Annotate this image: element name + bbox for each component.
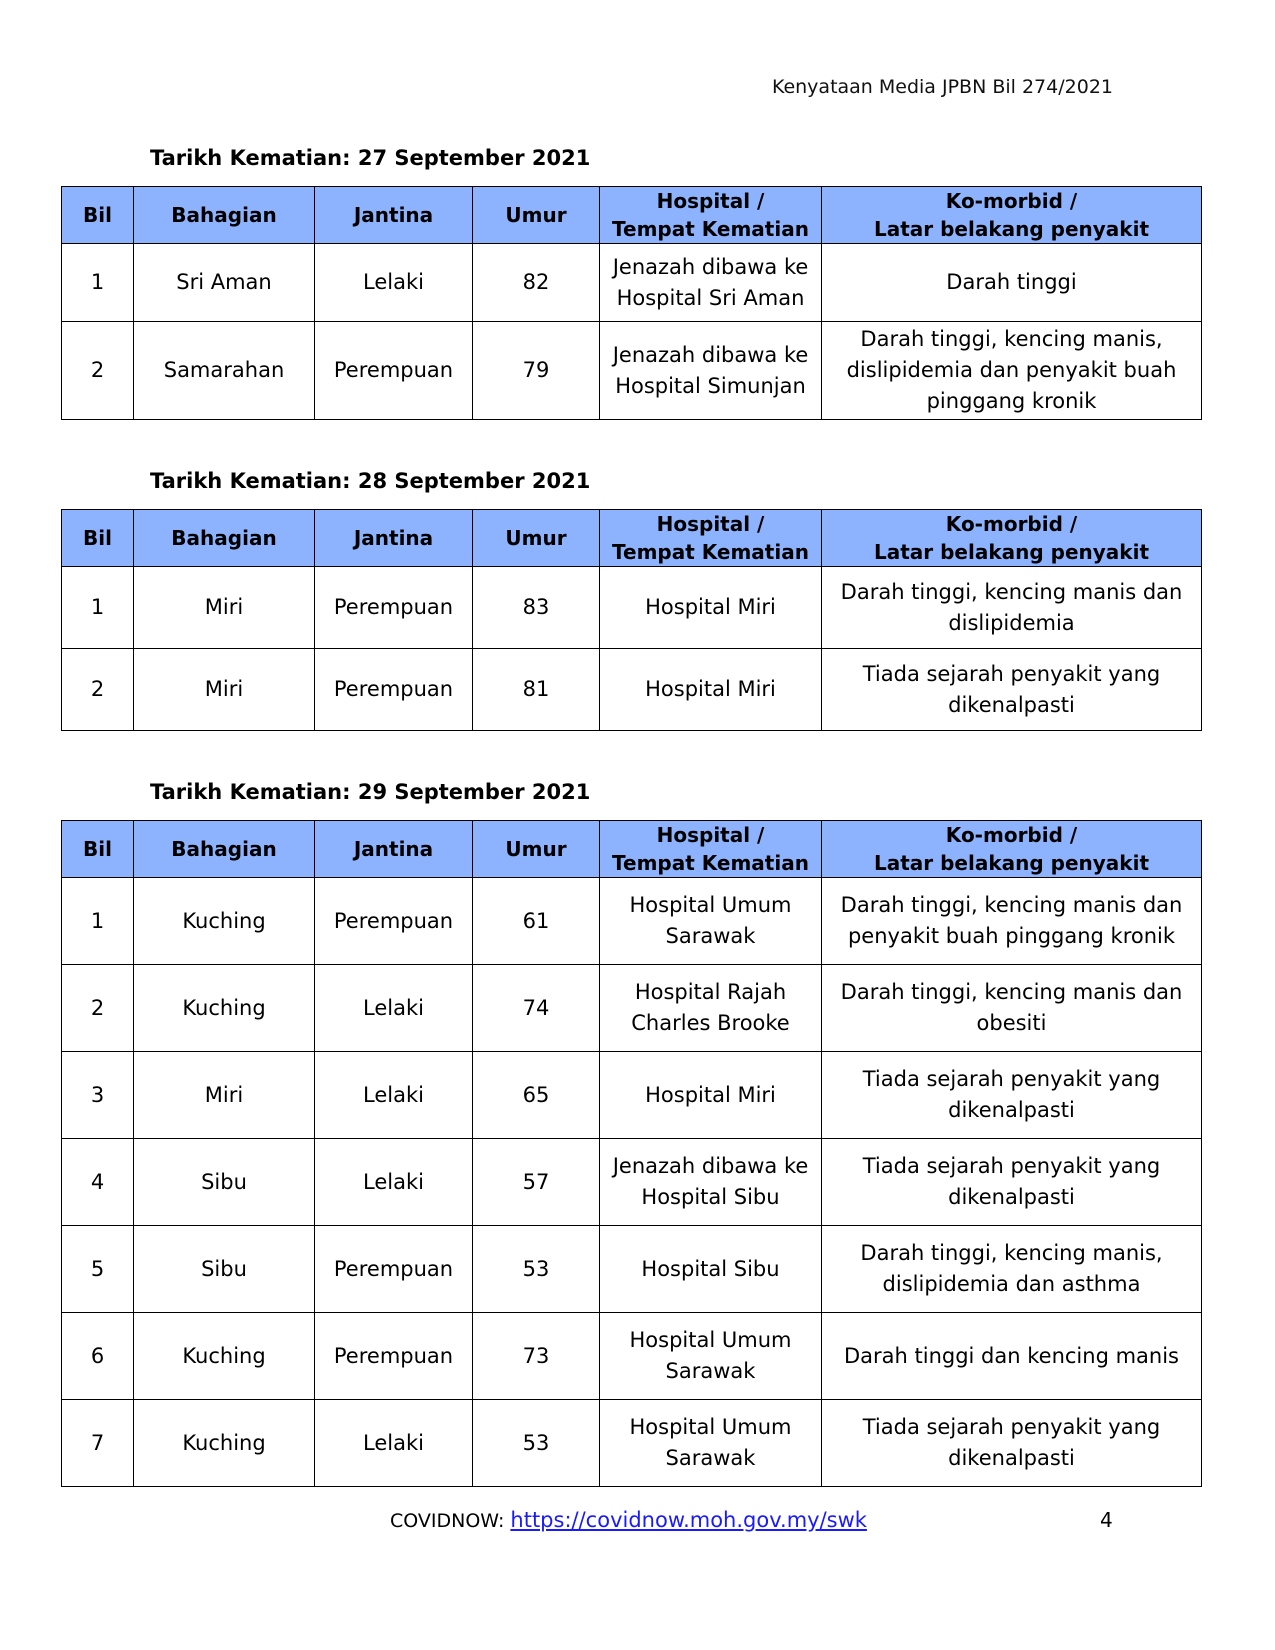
table-row: [62, 1052, 1202, 1139]
cell-jantina: Lelaki: [315, 965, 473, 1052]
cell-bahagian: Kuching: [134, 965, 315, 1052]
cell-umur: 61: [473, 878, 600, 965]
cell-hospital-line: Hospital Miri: [645, 595, 776, 619]
cell-hospital: [600, 649, 822, 731]
cell-komorbid-line: dislipidemia dan asthma: [882, 1272, 1141, 1296]
col-header-bil: Bil: [62, 510, 134, 567]
cell-komorbid-line: Darah tinggi, kencing manis,: [860, 327, 1163, 351]
cell-komorbid: [822, 1400, 1202, 1487]
cell-bahagian: Kuching: [134, 878, 315, 965]
cell-umur: 73: [473, 1313, 600, 1400]
cell-jantina: Lelaki: [315, 244, 473, 322]
cell-hospital-line: Hospital Sibu: [641, 1185, 780, 1209]
document-reference: Kenyataan Media JPBN Bil 274/2021: [771, 76, 1113, 98]
cell-komorbid-line: dislipidemia: [948, 610, 1075, 635]
cell-bahagian: Sibu: [134, 1226, 315, 1313]
col-header-komorbid: Ko-morbid / Latar belakang penyakit: [822, 821, 1202, 878]
cell-bahagian: Miri: [134, 1052, 315, 1139]
cell-umur: 81: [473, 649, 600, 731]
table-row: [62, 1400, 1202, 1487]
footer-label: COVIDNOW:: [390, 1510, 511, 1532]
cell-jantina: Perempuan: [315, 322, 473, 420]
cell-bil: 2: [62, 649, 134, 731]
cell-komorbid: [822, 878, 1202, 965]
cell-bil: 4: [62, 1139, 134, 1226]
table-row: [62, 649, 1202, 731]
table-row: [62, 567, 1202, 649]
table-row: [62, 878, 1202, 965]
cell-hospital: [600, 1400, 822, 1487]
table-row: [62, 1139, 1202, 1226]
cell-komorbid: [822, 567, 1202, 649]
cell-komorbid-line: Darah tinggi dan kencing manis: [843, 1343, 1179, 1368]
cell-hospital: [600, 1139, 822, 1226]
col-header-jantina: Jantina: [315, 510, 473, 567]
footer: [390, 1508, 867, 1532]
cell-komorbid-line: Darah tinggi, kencing manis dan: [840, 980, 1183, 1004]
cell-jantina: Perempuan: [315, 1313, 473, 1400]
deaths-table-29-sep: [61, 820, 1202, 1487]
cell-hospital-line: Jenazah dibawa ke: [612, 342, 809, 367]
cell-jantina: Perempuan: [315, 567, 473, 649]
section-title-28-sep: Tarikh Kematian: 28 September 2021: [150, 469, 591, 493]
cell-hospital: [600, 1052, 822, 1139]
cell-bil: 2: [62, 322, 134, 420]
table-header-row: [62, 510, 1202, 567]
col-header-jantina: Jantina: [315, 821, 473, 878]
cell-komorbid-line: penyakit buah pinggang kronik: [847, 924, 1176, 948]
cell-jantina: Perempuan: [315, 649, 473, 731]
col-header-umur: Umur: [473, 187, 600, 244]
cell-bil: 3: [62, 1052, 134, 1139]
cell-hospital-line: Hospital Rajah: [634, 980, 787, 1004]
cell-komorbid-line: Darah tinggi, kencing manis dan: [840, 893, 1183, 917]
table-row: [62, 965, 1202, 1052]
cell-komorbid-line: Darah tinggi, kencing manis dan: [840, 579, 1183, 604]
cell-hospital-line: Sarawak: [665, 924, 756, 948]
table-header-row: [62, 187, 1202, 244]
cell-bil: 6: [62, 1313, 134, 1400]
cell-komorbid: [822, 244, 1202, 322]
cell-komorbid: [822, 965, 1202, 1052]
cell-jantina: Perempuan: [315, 878, 473, 965]
cell-hospital-line: Sarawak: [665, 1359, 756, 1383]
cell-jantina: Lelaki: [315, 1052, 473, 1139]
col-header-komorbid: Ko-morbid / Latar belakang penyakit: [822, 187, 1202, 244]
cell-bahagian: Sri Aman: [134, 244, 315, 322]
col-header-komorbid: Ko-morbid / Latar belakang penyakit: [822, 510, 1202, 567]
cell-bil: 2: [62, 965, 134, 1052]
page-number: 4: [1100, 1508, 1113, 1532]
col-header-hospital: Hospital / Tempat Kematian: [600, 510, 822, 567]
cell-komorbid: [822, 649, 1202, 731]
cell-bahagian: Miri: [134, 567, 315, 649]
covidnow-link[interactable]: https://covidnow.moh.gov.my/swk: [510, 1508, 867, 1532]
cell-hospital-line: Hospital Simunjan: [615, 373, 806, 398]
cell-jantina: Lelaki: [315, 1400, 473, 1487]
cell-hospital-line: Hospital Umum: [629, 893, 792, 917]
cell-umur: 65: [473, 1052, 600, 1139]
cell-hospital: [600, 1313, 822, 1400]
cell-komorbid-line: dikenalpasti: [948, 1446, 1075, 1470]
col-header-hospital: Hospital / Tempat Kematian: [600, 187, 822, 244]
deaths-table-27-sep: [61, 186, 1202, 420]
cell-bil: 1: [62, 244, 134, 322]
col-header-bahagian: Bahagian: [134, 510, 315, 567]
cell-komorbid-line: dikenalpasti: [948, 692, 1075, 717]
cell-hospital: [600, 965, 822, 1052]
deaths-table-28-sep: [61, 509, 1202, 731]
cell-bil: 1: [62, 567, 134, 649]
cell-bahagian: Kuching: [134, 1400, 315, 1487]
cell-umur: 74: [473, 965, 600, 1052]
cell-hospital: [600, 244, 822, 322]
col-header-bil: Bil: [62, 821, 134, 878]
col-header-bil: Bil: [62, 187, 134, 244]
cell-jantina: Lelaki: [315, 1139, 473, 1226]
table-row: [62, 244, 1202, 322]
cell-umur: 83: [473, 567, 600, 649]
cell-komorbid-line: dikenalpasti: [948, 1098, 1075, 1122]
cell-komorbid-line: Tiada sejarah penyakit yang: [862, 661, 1161, 686]
cell-hospital-line: Hospital Umum: [629, 1328, 792, 1352]
cell-hospital-line: Charles Brooke: [631, 1011, 790, 1035]
cell-bil: 5: [62, 1226, 134, 1313]
col-header-bahagian: Bahagian: [134, 821, 315, 878]
cell-umur: 82: [473, 244, 600, 322]
cell-hospital: [600, 1226, 822, 1313]
cell-bahagian: Sibu: [134, 1139, 315, 1226]
col-header-umur: Umur: [473, 821, 600, 878]
cell-komorbid-line: Tiada sejarah penyakit yang: [862, 1154, 1161, 1178]
cell-hospital-line: Hospital Umum: [629, 1415, 792, 1439]
cell-komorbid: [822, 1139, 1202, 1226]
cell-komorbid-line: Tiada sejarah penyakit yang: [862, 1067, 1161, 1091]
col-header-jantina: Jantina: [315, 187, 473, 244]
col-header-hospital: Hospital / Tempat Kematian: [600, 821, 822, 878]
cell-hospital-line: Hospital Miri: [645, 1082, 776, 1107]
cell-umur: 53: [473, 1226, 600, 1313]
cell-komorbid: [822, 322, 1202, 420]
cell-hospital-line: Jenazah dibawa ke: [612, 254, 809, 279]
cell-komorbid-line: pinggang kronik: [926, 389, 1097, 413]
table-header-row: [62, 821, 1202, 878]
cell-komorbid-line: Darah tinggi, kencing manis,: [860, 1241, 1163, 1265]
cell-umur: 57: [473, 1139, 600, 1226]
cell-komorbid-line: dikenalpasti: [948, 1185, 1075, 1209]
cell-bil: 1: [62, 878, 134, 965]
col-header-umur: Umur: [473, 510, 600, 567]
cell-hospital-line: Hospital Miri: [645, 677, 776, 701]
cell-hospital-line: Jenazah dibawa ke: [612, 1154, 809, 1178]
cell-bahagian: Kuching: [134, 1313, 315, 1400]
cell-hospital: [600, 322, 822, 420]
cell-komorbid: [822, 1052, 1202, 1139]
cell-komorbid: [822, 1226, 1202, 1313]
cell-jantina: Perempuan: [315, 1226, 473, 1313]
table-row: [62, 322, 1202, 420]
cell-umur: 79: [473, 322, 600, 420]
col-header-bahagian: Bahagian: [134, 187, 315, 244]
section-title-29-sep: Tarikh Kematian: 29 September 2021: [150, 780, 591, 804]
table-row: [62, 1313, 1202, 1400]
cell-komorbid-line: dislipidemia dan penyakit buah: [846, 358, 1177, 382]
cell-komorbid: [822, 1313, 1202, 1400]
cell-bil: 7: [62, 1400, 134, 1487]
cell-hospital-line: Sarawak: [665, 1446, 756, 1470]
cell-hospital-line: Hospital Sibu: [641, 1256, 780, 1281]
cell-hospital: [600, 878, 822, 965]
cell-komorbid-line: Tiada sejarah penyakit yang: [862, 1415, 1161, 1439]
cell-bahagian: Samarahan: [134, 322, 315, 420]
cell-bahagian: Miri: [134, 649, 315, 731]
cell-hospital-line: Hospital Sri Aman: [616, 285, 805, 310]
cell-komorbid-line: Darah tinggi: [946, 270, 1077, 294]
table-row: [62, 1226, 1202, 1313]
section-title-27-sep: Tarikh Kematian: 27 September 2021: [150, 146, 591, 170]
cell-komorbid-line: obesiti: [976, 1011, 1047, 1035]
cell-umur: 53: [473, 1400, 600, 1487]
cell-hospital: [600, 567, 822, 649]
